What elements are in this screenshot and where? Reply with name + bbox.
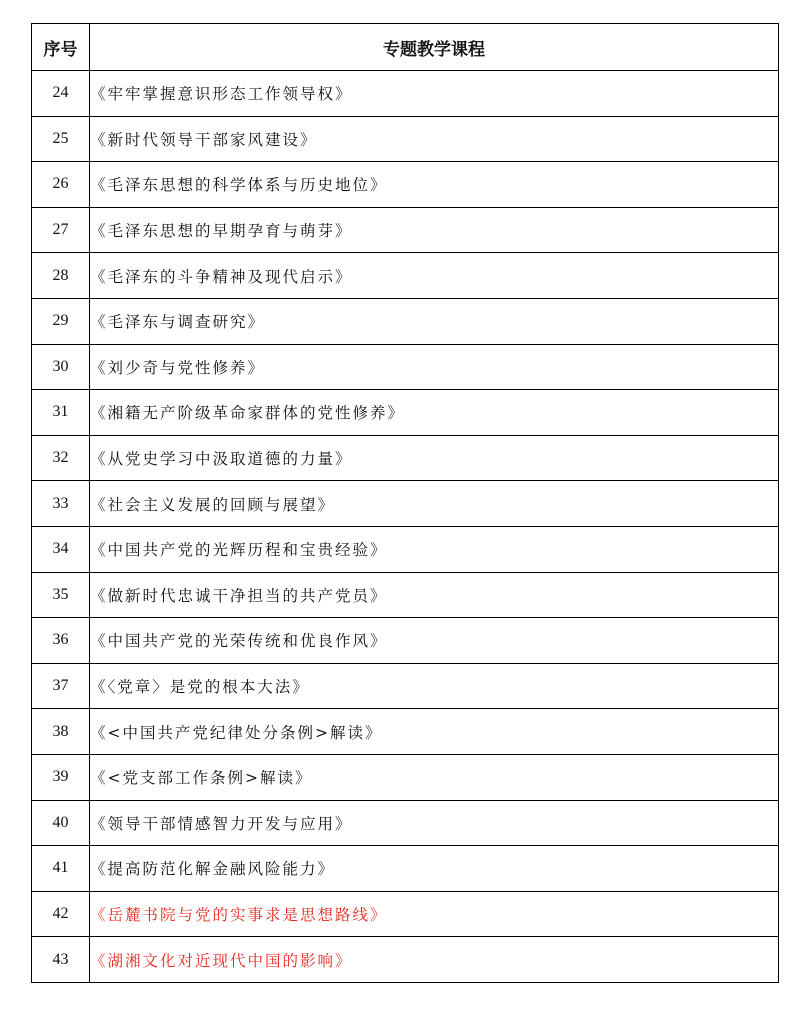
header-number: 序号	[32, 24, 90, 71]
course-title: 《毛泽东思想的科学体系与历史地位》	[90, 162, 779, 208]
row-number: 40	[32, 800, 90, 846]
row-number: 24	[32, 71, 90, 117]
table-row	[32, 344, 779, 390]
table-row	[32, 618, 779, 664]
course-title: 《〈党章〉是党的根本大法》	[90, 663, 779, 709]
course-title: 《牢牢掌握意识形态工作领导权》	[90, 71, 779, 117]
table-row	[32, 207, 779, 253]
table-row	[32, 71, 779, 117]
row-number: 32	[32, 435, 90, 481]
table-row	[32, 253, 779, 299]
course-title: 《毛泽东的斗争精神及现代启示》	[90, 253, 779, 299]
course-title: 《中国共产党的光辉历程和宝贵经验》	[90, 526, 779, 572]
course-title: 《领导干部情感智力开发与应用》	[90, 800, 779, 846]
table-row	[32, 937, 779, 983]
table-header	[32, 24, 779, 71]
row-number: 25	[32, 116, 90, 162]
row-number: 36	[32, 618, 90, 664]
course-title: 《社会主义发展的回顾与展望》	[90, 481, 779, 527]
row-number: 29	[32, 298, 90, 344]
course-title: 《湖湘文化对近现代中国的影响》	[90, 937, 779, 983]
row-number: 38	[32, 709, 90, 755]
row-number: 41	[32, 846, 90, 892]
table-row	[32, 754, 779, 800]
table-row	[32, 116, 779, 162]
table-row	[32, 162, 779, 208]
table-row	[32, 481, 779, 527]
course-table	[31, 23, 779, 983]
course-title: 《<中国共产党纪律处分条例>解读》	[90, 709, 779, 755]
course-title: 《提高防范化解金融风险能力》	[90, 846, 779, 892]
course-title: 《毛泽东思想的早期孕育与萌芽》	[90, 207, 779, 253]
row-number: 27	[32, 207, 90, 253]
course-title: 《刘少奇与党性修养》	[90, 344, 779, 390]
table-row	[32, 709, 779, 755]
table-row	[32, 526, 779, 572]
header-row	[32, 24, 779, 71]
course-title: 《<党支部工作条例>解读》	[90, 754, 779, 800]
row-number: 39	[32, 754, 90, 800]
table-row	[32, 663, 779, 709]
table-row	[32, 572, 779, 618]
row-number: 42	[32, 891, 90, 937]
row-number: 34	[32, 526, 90, 572]
row-number: 35	[32, 572, 90, 618]
table-row	[32, 800, 779, 846]
course-title: 《湘籍无产阶级革命家群体的党性修养》	[90, 390, 779, 436]
table-body	[32, 71, 779, 983]
table-row	[32, 390, 779, 436]
header-title: 专题教学课程	[90, 24, 779, 71]
row-number: 31	[32, 390, 90, 436]
course-title: 《中国共产党的光荣传统和优良作风》	[90, 618, 779, 664]
table-row	[32, 846, 779, 892]
row-number: 43	[32, 937, 90, 983]
row-number: 30	[32, 344, 90, 390]
row-number: 33	[32, 481, 90, 527]
course-title: 《岳麓书院与党的实事求是思想路线》	[90, 891, 779, 937]
course-title: 《新时代领导干部家风建设》	[90, 116, 779, 162]
course-title: 《做新时代忠诚干净担当的共产党员》	[90, 572, 779, 618]
row-number: 37	[32, 663, 90, 709]
table-row	[32, 298, 779, 344]
table-row	[32, 891, 779, 937]
course-title: 《毛泽东与调查研究》	[90, 298, 779, 344]
course-title: 《从党史学习中汲取道德的力量》	[90, 435, 779, 481]
table-row	[32, 435, 779, 481]
row-number: 26	[32, 162, 90, 208]
row-number: 28	[32, 253, 90, 299]
